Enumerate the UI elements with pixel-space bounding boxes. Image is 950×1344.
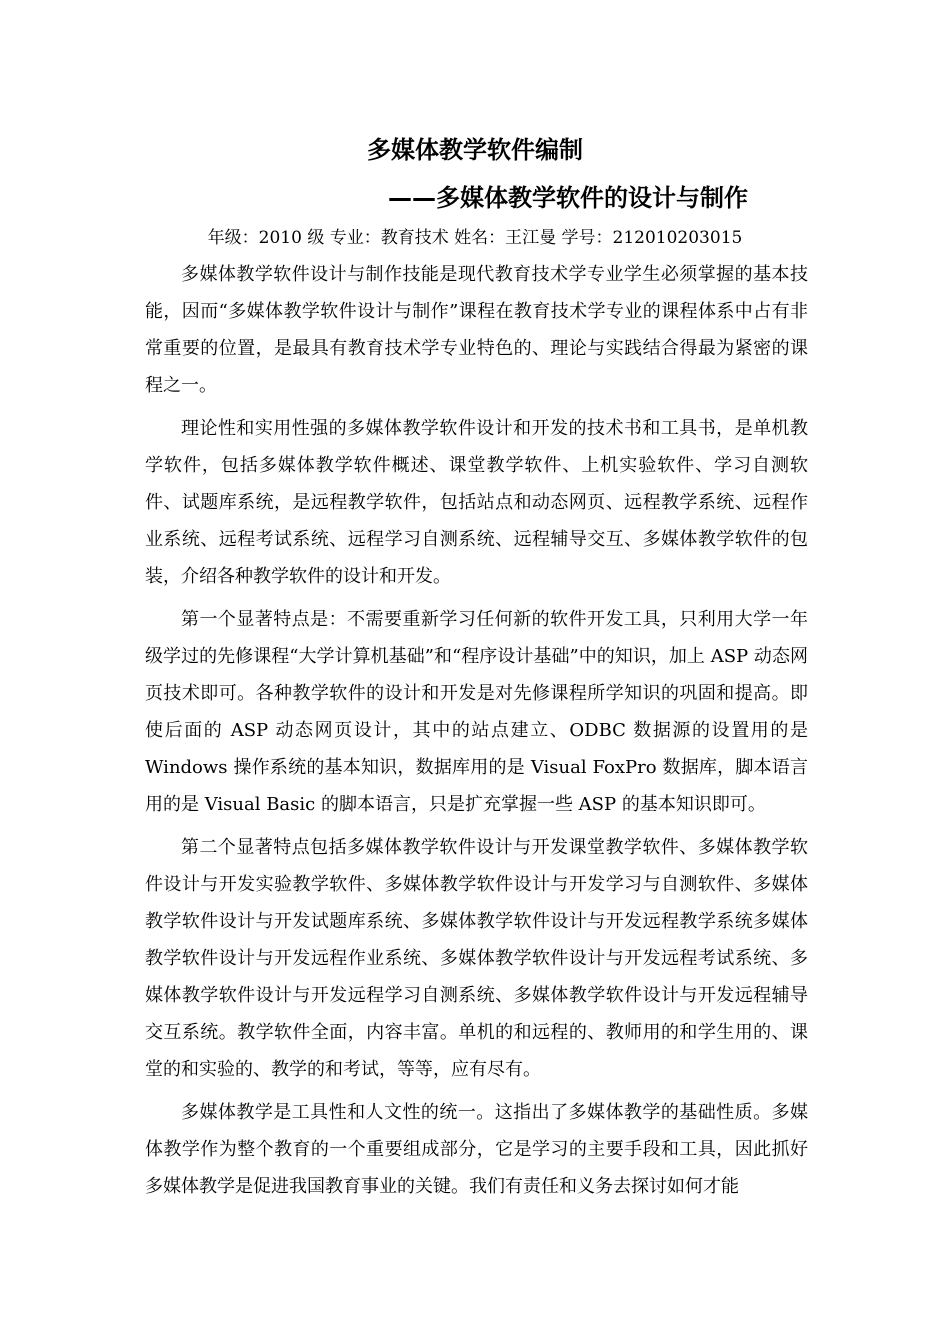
paragraph-2: 理论性和实用性强的多媒体教学软件设计和开发的技术书和工具书，是单机教学软件，包括多媒体教学软件概述、课堂教学软件、上机实验软件、学习自测软件、试题库系统，是远程教学软件，包括站点和动态网页、远程教学系统、远程作业系统、远程考试系统、远程学习自测系统、远程辅导交互、多媒体教学软件的包装，介绍各种教学软件的设计和开发。	[145, 418, 808, 587]
document-body	[145, 256, 808, 1211]
paragraph-1: 多媒体教学软件设计与制作技能是现代教育技术学专业学生必须掌握的基本技能，因而“多媒体教学软件设计与制作”课程在教育技术学专业的课程体系中占有非常重要的位置，是最具有教育技术学专业特色的、理论与实践结合得最为紧密的课程之一。	[145, 264, 808, 396]
paragraph-4: 第二个显著特点包括多媒体教学软件设计与开发课堂教学软件、多媒体教学软件设计与开发实验教学软件、多媒体教学软件设计与开发学习与自测软件、多媒体教学软件设计与开发试题库系统、多媒体教学软件设计与开发远程教学系统多媒体教学软件设计与开发远程作业系统、多媒体教学软件设计与开发远程考试系统、多媒体教学软件设计与开发远程学习自测系统、多媒体教学软件设计与开发远程辅导交互系统。教学软件全面，内容丰富。单机的和远程的、教师用的和学生用的、课堂的和实验的、教学的和考试，等等，应有尽有。	[145, 837, 808, 1080]
paragraph-3: 第一个显著特点是：不需要重新学习任何新的软件开发工具，只利用大学一年级学过的先修课程“大学计算机基础”和“程序设计基础”中的知识，加上 ASP 动态网页技术即可。各种教学软件的设计和开发是对先修课程所学知识的巩固和提高。即使后面的 ASP 动态网页设计，其中的站点建立、ODBC 数据源的设置用的是 Windows 操作系统的基本知识，数据库用的是 Visual FoxPro 数据库，脚本语言用的是 Visual Basic 的脚本语言，只是扩充掌握一些 ASP 的基本知识即可。	[145, 609, 808, 815]
author-info-line: 年级：2010 级 专业：教育技术 姓名：王江曼 学号：212010203015	[207, 228, 743, 248]
document-title: 多媒体教学软件编制	[367, 136, 583, 164]
document-subtitle: ——多媒体教学软件的设计与制作	[388, 184, 748, 212]
paragraph-5: 多媒体教学是工具性和人文性的统一。这指出了多媒体教学的基础性质。多媒体教学作为整个教育的一个重要组成部分，它是学习的主要手段和工具，因此抓好多媒体教学是促进我国教育事业的关键。我们有责任和义务去探讨如何才能	[145, 1102, 808, 1197]
